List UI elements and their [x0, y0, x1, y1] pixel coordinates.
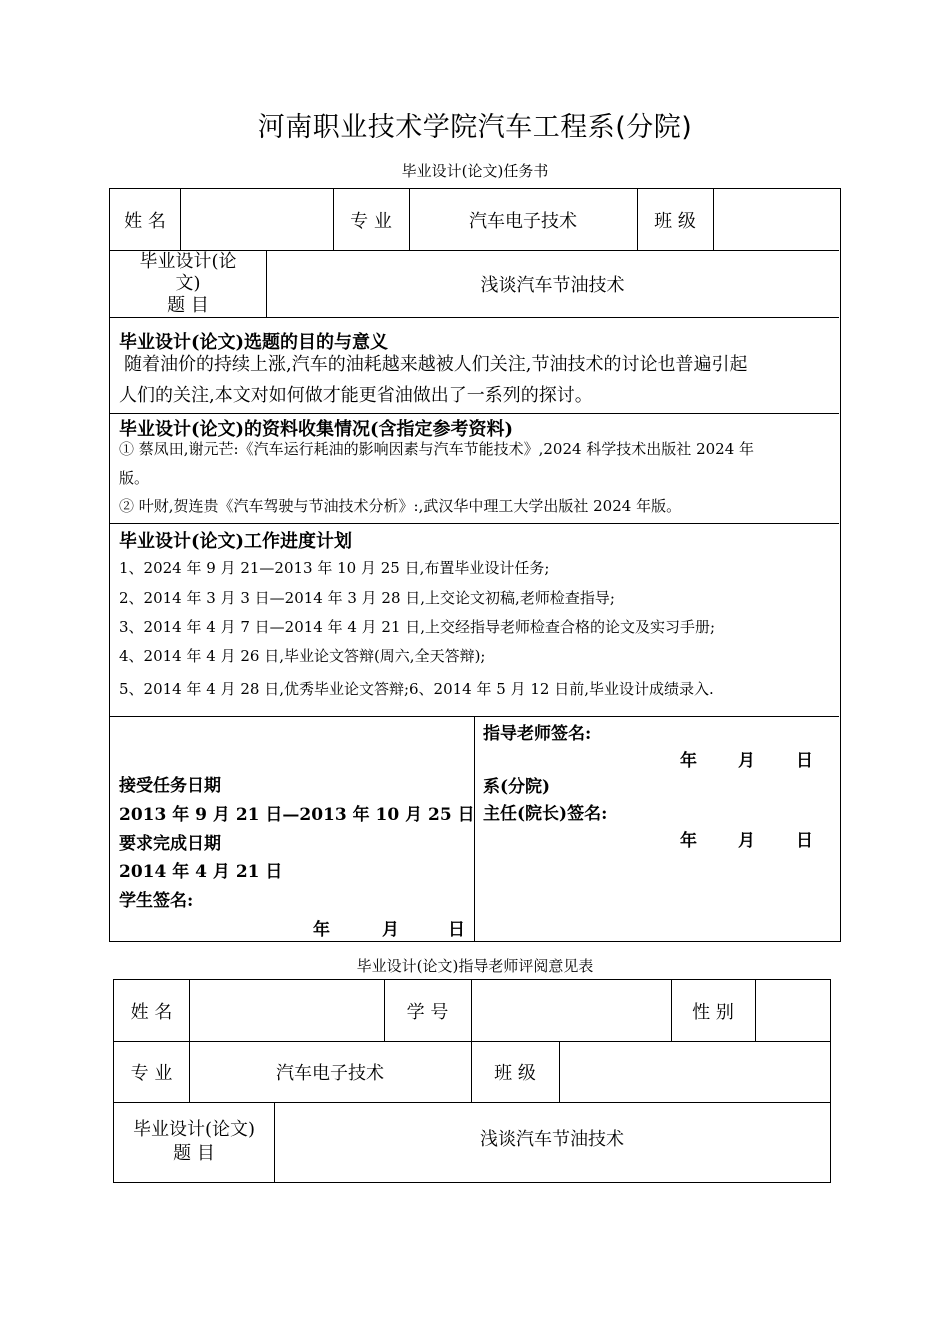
purpose-line-1: 随着油价的持续上涨,汽车的油耗越来越被人们关注,节油技术的讨论也普遍引起 [124, 354, 748, 375]
due-date-value: 2014 年 4 月 21 日 [119, 862, 283, 882]
receive-date-label: 接受任务日期 [119, 776, 221, 796]
class-label: 班 级 [654, 210, 696, 232]
plan-item: 3、2014 年 4 月 7 日—2014 年 4 月 21 日,上交经指导老师检查合格的论文及实习手册; [119, 618, 716, 636]
review-major-value: 汽车电子技术 [276, 1062, 384, 1084]
ref-2: ② 叶财,贺连贵《汽车驾驶与节油技术分析》:,武汉华中理工大学出版社 2024 年版。 [119, 497, 682, 515]
advisor-sign-year: 年 [680, 751, 697, 771]
refs-heading: 毕业设计(论文)的资料收集情况(含指定参考资料) [119, 419, 514, 440]
director-sign-month: 月 [738, 831, 755, 851]
advisor-sign-day: 日 [796, 751, 813, 771]
major-label: 专 业 [350, 210, 392, 232]
plan-item: 1、2024 年 9 月 21—2013 年 10 月 25 日,布置毕业设计任务; [119, 559, 550, 577]
plan-item: 5、2014 年 4 月 28 日,优秀毕业论文答辩;6、2014 年 5 月 12 日前,毕业设计成绩录入. [119, 680, 714, 698]
ref-1-line-2: 版。 [119, 469, 150, 487]
receive-date-value: 2013 年 9 月 21 日—2013 年 10 月 25 日 [119, 805, 475, 825]
purpose-heading: 毕业设计(论文)选题的目的与意义 [119, 332, 389, 353]
director-sign-year: 年 [680, 831, 697, 851]
director-sign-day: 日 [796, 831, 813, 851]
topic-label-line2: 文) [175, 272, 201, 294]
review-topic-value: 浅谈汽车节油技术 [480, 1129, 624, 1150]
review-gender-label: 性 别 [692, 1001, 734, 1023]
plan-item: 4、2014 年 4 月 26 日,毕业论文答辩(周六,全天答辩); [119, 647, 486, 665]
review-table [113, 979, 831, 1183]
plan-item: 2、2014 年 3 月 3 日—2014 年 3 月 28 日,上交论文初稿,老师检查指导; [119, 589, 615, 607]
review-topic-label-line1: 毕业设计(论文) [132, 1119, 256, 1140]
student-sign-month: 月 [382, 920, 399, 940]
purpose-line-2: 人们的关注,本文对如何做才能更省油做出了一系列的探讨。 [119, 385, 593, 406]
task-table [109, 188, 841, 942]
review-class-label: 班 级 [494, 1062, 536, 1084]
review-class-value[interactable] [559, 1041, 830, 1102]
advisor-sign-label: 指导老师签名: [483, 724, 592, 744]
review-table-heading: 毕业设计(论文)指导老师评阅意见表 [356, 957, 594, 975]
dept-label: 系(分院) [483, 777, 551, 797]
page-subtitle: 毕业设计(论文)任务书 [401, 162, 549, 180]
review-name-value[interactable] [189, 980, 384, 1041]
topic-value: 浅谈汽车节油技术 [480, 274, 625, 296]
review-topic-label-line2: 题 目 [173, 1143, 215, 1164]
review-student-id-label: 学 号 [406, 1001, 449, 1023]
student-sign-label: 学生签名: [119, 891, 194, 911]
major-value: 汽车电子技术 [469, 210, 577, 232]
review-name-label: 姓 名 [130, 1001, 173, 1023]
student-sign-year: 年 [313, 920, 330, 940]
review-topic-label [114, 1102, 274, 1182]
topic-label [110, 250, 266, 317]
director-sign-label: 主任(院长)签名: [483, 804, 608, 824]
student-sign-day: 日 [448, 920, 465, 940]
review-major-label: 专 业 [130, 1062, 173, 1084]
due-date-label: 要求完成日期 [119, 834, 221, 854]
advisor-sign-month: 月 [738, 751, 755, 771]
plan-heading: 毕业设计(论文)工作进度计划 [119, 531, 353, 552]
class-value[interactable] [713, 189, 839, 250]
name-value[interactable] [180, 189, 333, 250]
page-title: 河南职业技术学院汽车工程系(分院) [257, 112, 693, 143]
topic-label-line3: 题 目 [167, 294, 209, 316]
ref-1-line-1: ① 蔡凤田,谢元芒:《汽车运行耗油的影响因素与汽车节能技术》,2024 科学技术出版社 2024 年 [119, 440, 755, 458]
review-student-id-value[interactable] [471, 980, 671, 1041]
review-gender-value[interactable] [755, 980, 830, 1041]
name-label: 姓 名 [124, 210, 166, 232]
topic-label-line1: 毕业设计(论 [139, 250, 237, 272]
